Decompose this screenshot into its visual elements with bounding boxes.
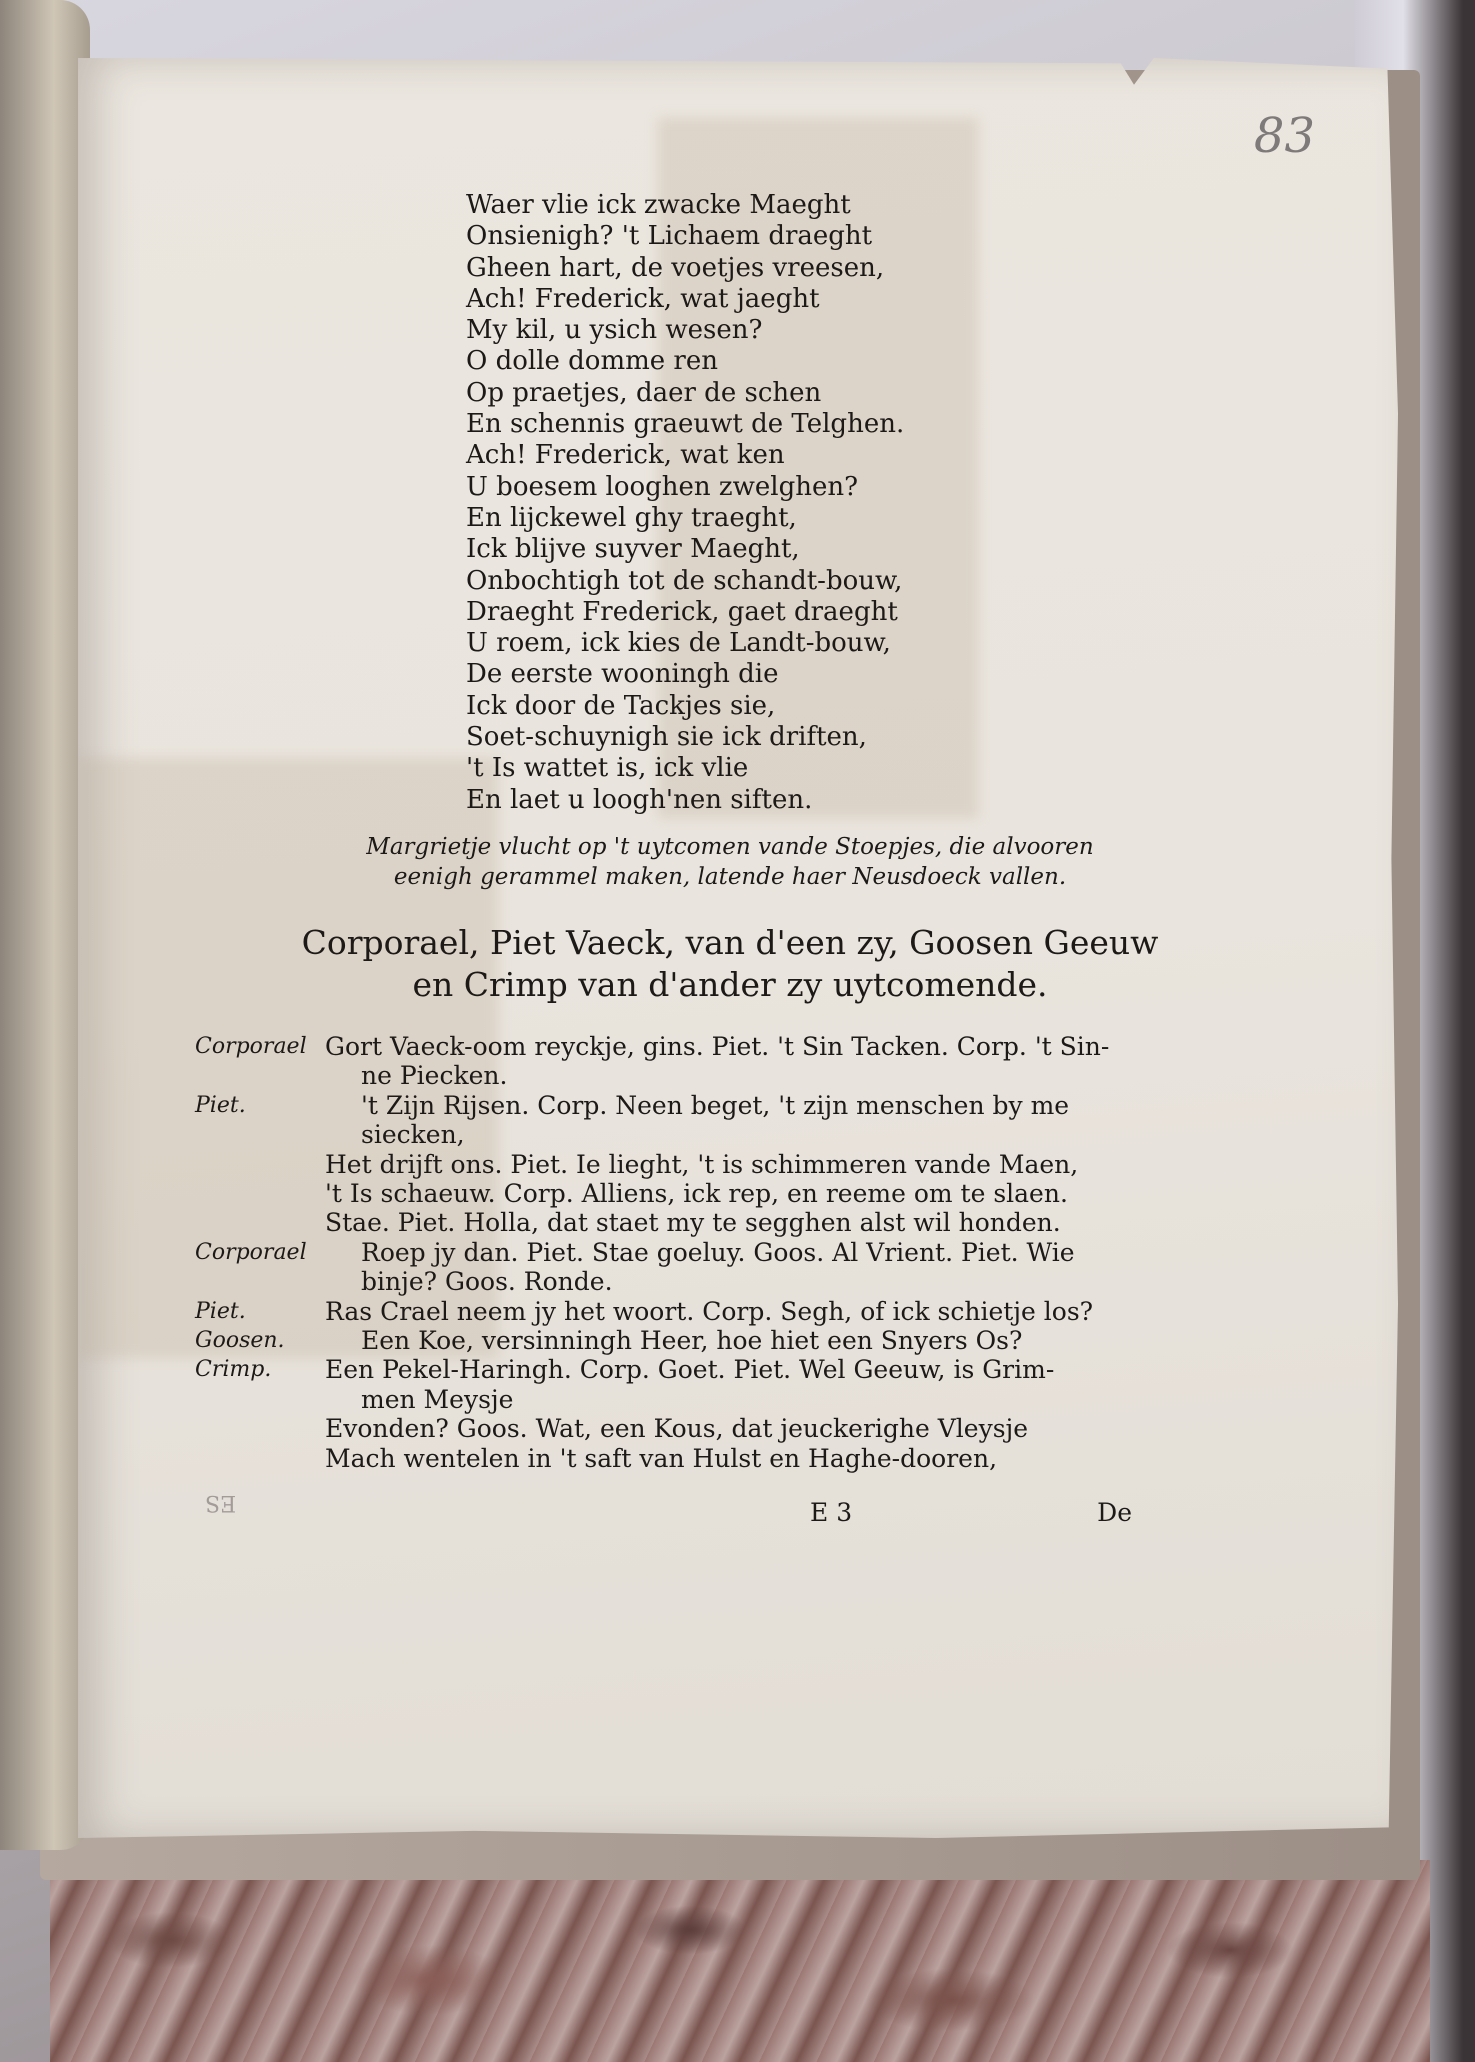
stage-direction-line: Margrietje vlucht op 't uytcomen vande Stoepjes, die alvooren xyxy=(366,834,1094,860)
dialogue-line: Roep jy dan. Piet. Stae goeluy. Goos. Al Vrient. Piet. Wie xyxy=(361,1237,1075,1267)
verse-line: Ach! Frederick, wat ken xyxy=(466,440,785,471)
page-footer xyxy=(810,1498,1132,1527)
dialogue-row xyxy=(195,1032,1155,1061)
verse-line: Ick door de Tackjes sie, xyxy=(466,690,776,721)
dialogue-block xyxy=(195,1032,1155,1473)
verse-line: U roem, ick kies de Landt-bouw, xyxy=(466,628,891,659)
dialogue-row xyxy=(195,1326,1155,1355)
dialogue-line: binje? Goos. Ronde. xyxy=(361,1267,613,1297)
verse-line: My kil, u ysich wesen? xyxy=(466,315,763,346)
verse-line: Ach! Frederick, wat jaeght xyxy=(466,283,820,314)
dialogue-row xyxy=(195,1179,1155,1208)
verse-line: En lijckewel ghy traeght, xyxy=(466,502,797,533)
speaker-label: Piet. xyxy=(195,1092,246,1118)
dialogue-row xyxy=(195,1297,1155,1326)
verse-line: Draeght Frederick, gaet draeght xyxy=(466,596,898,627)
scene-heading xyxy=(300,922,1160,1006)
dialogue-row xyxy=(195,1355,1155,1384)
dialogue-line: Het drijft ons. Piet. Ie lieght, 't is schimmeren vande Maen, xyxy=(325,1149,1079,1179)
verse-line: Op praetjes, daer de schen xyxy=(466,377,822,408)
dialogue-row xyxy=(195,1414,1155,1443)
verse-line: 't Is wattet is, ick vlie xyxy=(466,753,749,784)
dialogue-line: Evonden? Goos. Wat, een Kous, dat jeuckerighe Vleysje xyxy=(325,1414,1029,1444)
dialogue-row xyxy=(195,1208,1155,1237)
verse-line: Onsienigh? 't Lichaem draeght xyxy=(466,221,873,252)
signature-mark: E 3 xyxy=(810,1498,853,1527)
verse-line: En laet u loogh'nen siften. xyxy=(466,784,813,815)
catchword: De xyxy=(1097,1498,1132,1527)
dialogue-line: Gort Vaeck-oom reyckje, gins. Piet. 't Sin Tacken. Corp. 't Sin- xyxy=(325,1032,1110,1061)
speaker-label: Goosen. xyxy=(195,1328,285,1354)
verse-line: O dolle domme ren xyxy=(466,346,718,377)
dialogue-line: Een Koe, versinningh Heer, hoe hiet een Snyers Os? xyxy=(361,1326,1023,1356)
dialogue-row xyxy=(195,1091,1155,1120)
dialogue-row xyxy=(195,1444,1155,1473)
dialogue-line: siecken, xyxy=(361,1120,465,1150)
left-page-edge xyxy=(0,0,90,1850)
verse-line: Waer vlie ick zwacke Maeght xyxy=(466,190,851,220)
dialogue-row xyxy=(195,1385,1155,1414)
verse-block xyxy=(466,190,1026,816)
marbled-cover xyxy=(50,1860,1430,2062)
stage-direction xyxy=(300,832,1160,892)
dialogue-row xyxy=(195,1150,1155,1179)
verse-line: Gheen hart, de voetjes vreesen, xyxy=(466,252,885,283)
dialogue-line: 't Is schaeuw. Corp. Alliens, ick rep, en reeme om te slaen. xyxy=(325,1179,1068,1209)
dialogue-row xyxy=(195,1238,1155,1267)
verse-line: Onbochtigh tot de schandt-bouw, xyxy=(466,565,903,596)
faint-bleed-through-mark: ES xyxy=(205,1490,237,1515)
speaker-label: Piet. xyxy=(195,1298,246,1324)
scene-heading-line: en Crimp van d'ander zy uytcomende. xyxy=(412,965,1048,1004)
folio-number: 83 xyxy=(1253,108,1315,164)
dialogue-line: Stae. Piet. Holla, dat staet my te segghen alst wil honden. xyxy=(325,1208,1061,1238)
dialogue-row xyxy=(195,1061,1155,1090)
verse-line: En schennis graeuwt de Telghen. xyxy=(466,409,905,440)
verse-line: Ick blijve suyver Maeght, xyxy=(466,534,800,565)
verse-line: U boesem looghen zwelghen? xyxy=(466,471,859,502)
dialogue-line: 't Zijn Rijsen. Corp. Neen beget, 't zijn menschen by me xyxy=(361,1090,1070,1120)
dialogue-line: Een Pekel-Haringh. Corp. Goet. Piet. Wel Geeuw, is Grim- xyxy=(325,1355,1055,1385)
speaker-label: Corporael xyxy=(195,1239,307,1265)
verse-line: De eerste wooningh die xyxy=(466,659,779,690)
dialogue-line: ne Piecken. xyxy=(361,1061,508,1091)
dialogue-line: Ras Crael neem jy het woort. Corp. Segh, of ick schietje los? xyxy=(325,1296,1094,1326)
scene-heading-line: Corporael, Piet Vaeck, van d'een zy, Goosen Geeuw xyxy=(301,923,1159,962)
speaker-label: Corporael xyxy=(195,1034,307,1059)
dialogue-line: Mach wentelen in 't saft van Hulst en Haghe-dooren, xyxy=(325,1443,998,1473)
dialogue-row xyxy=(195,1267,1155,1296)
dialogue-line: men Meysje xyxy=(361,1384,514,1414)
verse-line: Soet-schuynigh sie ick driften, xyxy=(466,722,867,753)
speaker-label: Crimp. xyxy=(195,1357,272,1383)
stage-direction-line: eenigh gerammel maken, latende haer Neusdoeck vallen. xyxy=(393,864,1067,890)
dialogue-row xyxy=(195,1120,1155,1149)
